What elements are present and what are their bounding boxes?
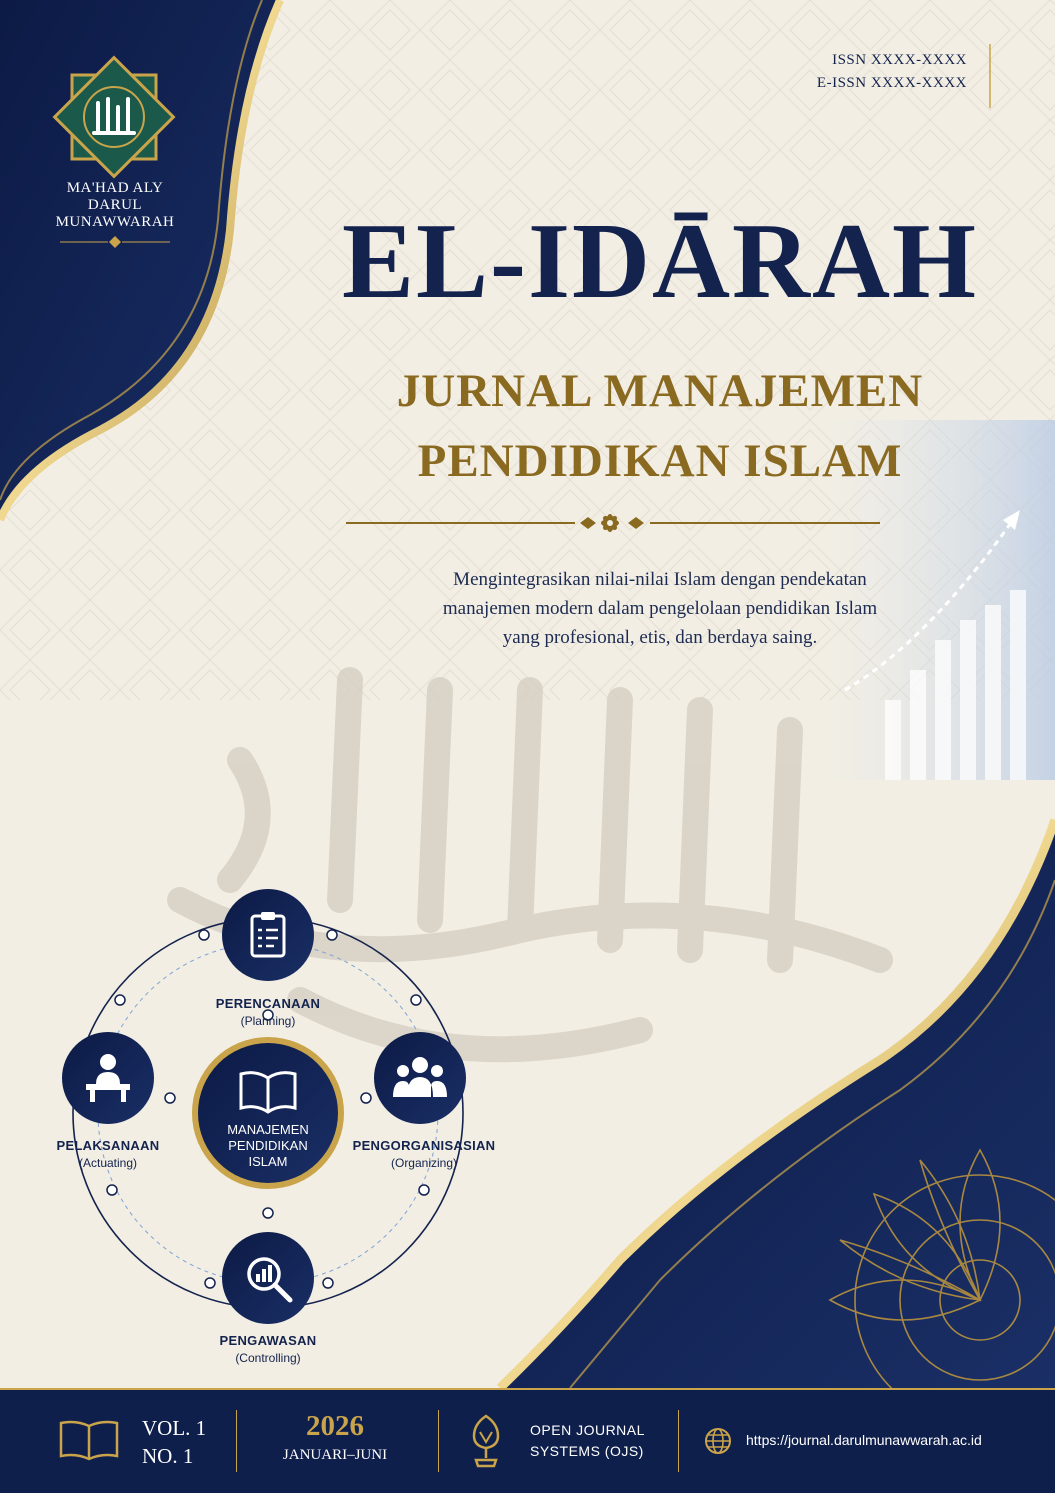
year-block <box>260 1410 410 1464</box>
volume-block <box>142 1414 206 1470</box>
ojs-line1: OPEN JOURNAL <box>530 1422 645 1438</box>
team-icon <box>393 1055 447 1099</box>
open-book-icon <box>238 1070 298 1114</box>
cycle-center-line1: MANAJEMEN <box>227 1122 309 1137</box>
magnifier-chart-icon <box>244 1254 294 1304</box>
issue-number: NO. 1 <box>142 1444 194 1468</box>
cycle-center-line2: PENDIDIKAN <box>228 1138 308 1153</box>
trophy-lamp-icon <box>466 1414 506 1470</box>
journal-subtitle-line2: PENDIDIKAN ISLAM <box>417 435 903 487</box>
cycle-planning-sub: (Planning) <box>240 1014 296 1028</box>
publication-period: JANUARI–JUNI <box>282 1447 388 1463</box>
globe-icon <box>704 1427 732 1455</box>
tagline-line1: Mengintegrasikan nilai-nilai Islam dengan pendekatan <box>453 569 867 590</box>
cycle-center-label <box>200 1122 336 1170</box>
cycle-controlling <box>188 1333 348 1365</box>
book-icon <box>58 1420 120 1462</box>
tagline <box>300 565 1020 652</box>
clipboard-icon <box>248 910 288 958</box>
cycle-actuating-sub: (Actuating) <box>78 1156 138 1170</box>
institution-logo <box>52 55 176 179</box>
cycle-planning-label: PERENCANAAN <box>215 996 321 1011</box>
footer-divider <box>438 1410 439 1472</box>
institution-name-line2: DARUL MUNAWWARAH <box>55 197 175 230</box>
cycle-actuating-label: PELAKSANAAN <box>56 1138 160 1153</box>
journal-title: EL-IDĀRAH <box>341 202 979 321</box>
cycle-organizing-sub: (Organizing) <box>390 1156 458 1170</box>
journal-subtitle-line1: JURNAL MANAJEMEN <box>396 365 924 417</box>
cycle-actuating <box>28 1138 188 1170</box>
ojs-block <box>530 1420 645 1462</box>
tagline-line3: yang profesional, etis, dan berdaya saing. <box>502 627 818 648</box>
desk-person-icon <box>84 1052 132 1102</box>
publication-year: 2026 <box>306 1410 364 1442</box>
volume-number: VOL. 1 <box>142 1416 207 1440</box>
flower-ornament-icon <box>592 505 628 541</box>
issn-online: E-ISSN XXXX-XXXX <box>816 75 967 91</box>
ojs-line2: SYSTEMS (OJS) <box>530 1443 644 1459</box>
cycle-center-line3: ISLAM <box>248 1154 288 1169</box>
footer-bar <box>0 1388 1055 1493</box>
issn-print: ISSN XXXX-XXXX <box>832 52 967 68</box>
institution-name <box>30 180 200 231</box>
journal-url[interactable]: https://journal.darulmunawwarah.ac.id <box>746 1432 982 1448</box>
footer-divider <box>678 1410 679 1472</box>
cycle-controlling-sub: (Controlling) <box>235 1351 301 1365</box>
issn-block <box>817 52 967 92</box>
footer-divider <box>236 1410 237 1472</box>
institution-name-line1: MA'HAD ALY <box>66 180 164 196</box>
cycle-planning <box>188 996 348 1028</box>
cycle-organizing <box>344 1138 504 1170</box>
tagline-line2: manajemen modern dalam pengelolaan pendidikan Islam <box>442 598 878 619</box>
cycle-organizing-label: PENGORGANISASIAN <box>352 1138 496 1153</box>
cycle-controlling-label: PENGAWASAN <box>219 1333 317 1348</box>
